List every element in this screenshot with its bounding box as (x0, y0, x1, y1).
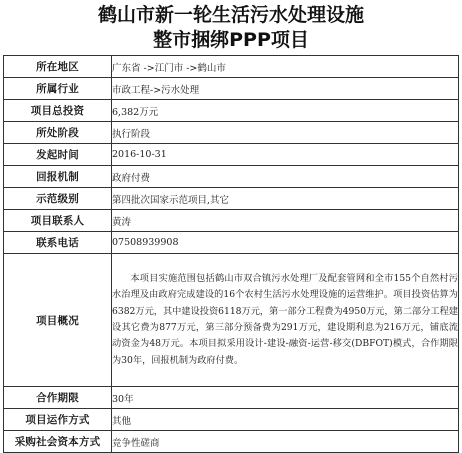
title-line-2: 整市捆绑PPP项目 (153, 29, 309, 51)
table-row-investment (4, 100, 459, 122)
table-row-operation-mode (4, 409, 459, 431)
row-label: 回报机制 (4, 166, 112, 188)
row-label: 示范级别 (4, 188, 112, 210)
row-value: 其他 (112, 409, 459, 431)
row-value: 竞争性磋商 (112, 431, 459, 453)
table-row-location (4, 56, 459, 78)
row-label: 合作期限 (4, 387, 112, 409)
row-value: 2016-10-31 (112, 144, 459, 166)
title-line-1: 鹤山市新一轮生活污水处理设施 (97, 4, 364, 26)
table-row-overview (4, 254, 459, 387)
row-value: 广东省 ->江门市 ->鹤山市 (112, 56, 459, 78)
table-row-demo-level (4, 188, 459, 210)
row-value: 市政工程->污水处理 (112, 78, 459, 100)
row-label: 项目运作方式 (4, 409, 112, 431)
row-value: 执行阶段 (112, 122, 459, 144)
row-label: 项目总投资 (4, 100, 112, 122)
row-value: 07508939908 (112, 232, 459, 254)
table-row-procurement (4, 431, 459, 453)
row-value: 黄涛 (112, 210, 459, 232)
row-value: 30年 (112, 387, 459, 409)
overview-text: 本项目实施范围包括鹤山市双合镇污水处理厂及配套管网和全市155个自然村污水治理及由政府完成建设的16个农村生活污水处理设施的运营维护。项目投资估算为6382万元，其中建设投资6118万元，第一部分工程费为4950万元，第二部分工程建设其它费为877万元，第三部分预备费为291万元，建设期利息为216万元，铺底流动资金为48万元。本项目拟采用设计-建设-融资-运营-移交(DBFOT)模式，合作期限为30年，回报机制为政府付费。 (112, 254, 459, 387)
row-label: 联系电话 (4, 232, 112, 254)
table-row-contact (4, 210, 459, 232)
row-label: 发起时间 (4, 144, 112, 166)
table-row-stage (4, 122, 459, 144)
document-title (3, 0, 459, 55)
table-row-start-date (4, 144, 459, 166)
project-info-table (3, 55, 459, 453)
table-row-industry (4, 78, 459, 100)
table-row-return-mechanism (4, 166, 459, 188)
row-label: 所在地区 (4, 56, 112, 78)
row-label: 项目概况 (4, 254, 112, 387)
row-label: 所处阶段 (4, 122, 112, 144)
row-value: 6,382万元 (112, 100, 459, 122)
row-label: 所属行业 (4, 78, 112, 100)
table-row-phone (4, 232, 459, 254)
row-label: 项目联系人 (4, 210, 112, 232)
row-label: 采购社会资本方式 (4, 431, 112, 453)
table-row-term (4, 387, 459, 409)
row-value: 政府付费 (112, 166, 459, 188)
row-value: 第四批次国家示范项目,其它 (112, 188, 459, 210)
